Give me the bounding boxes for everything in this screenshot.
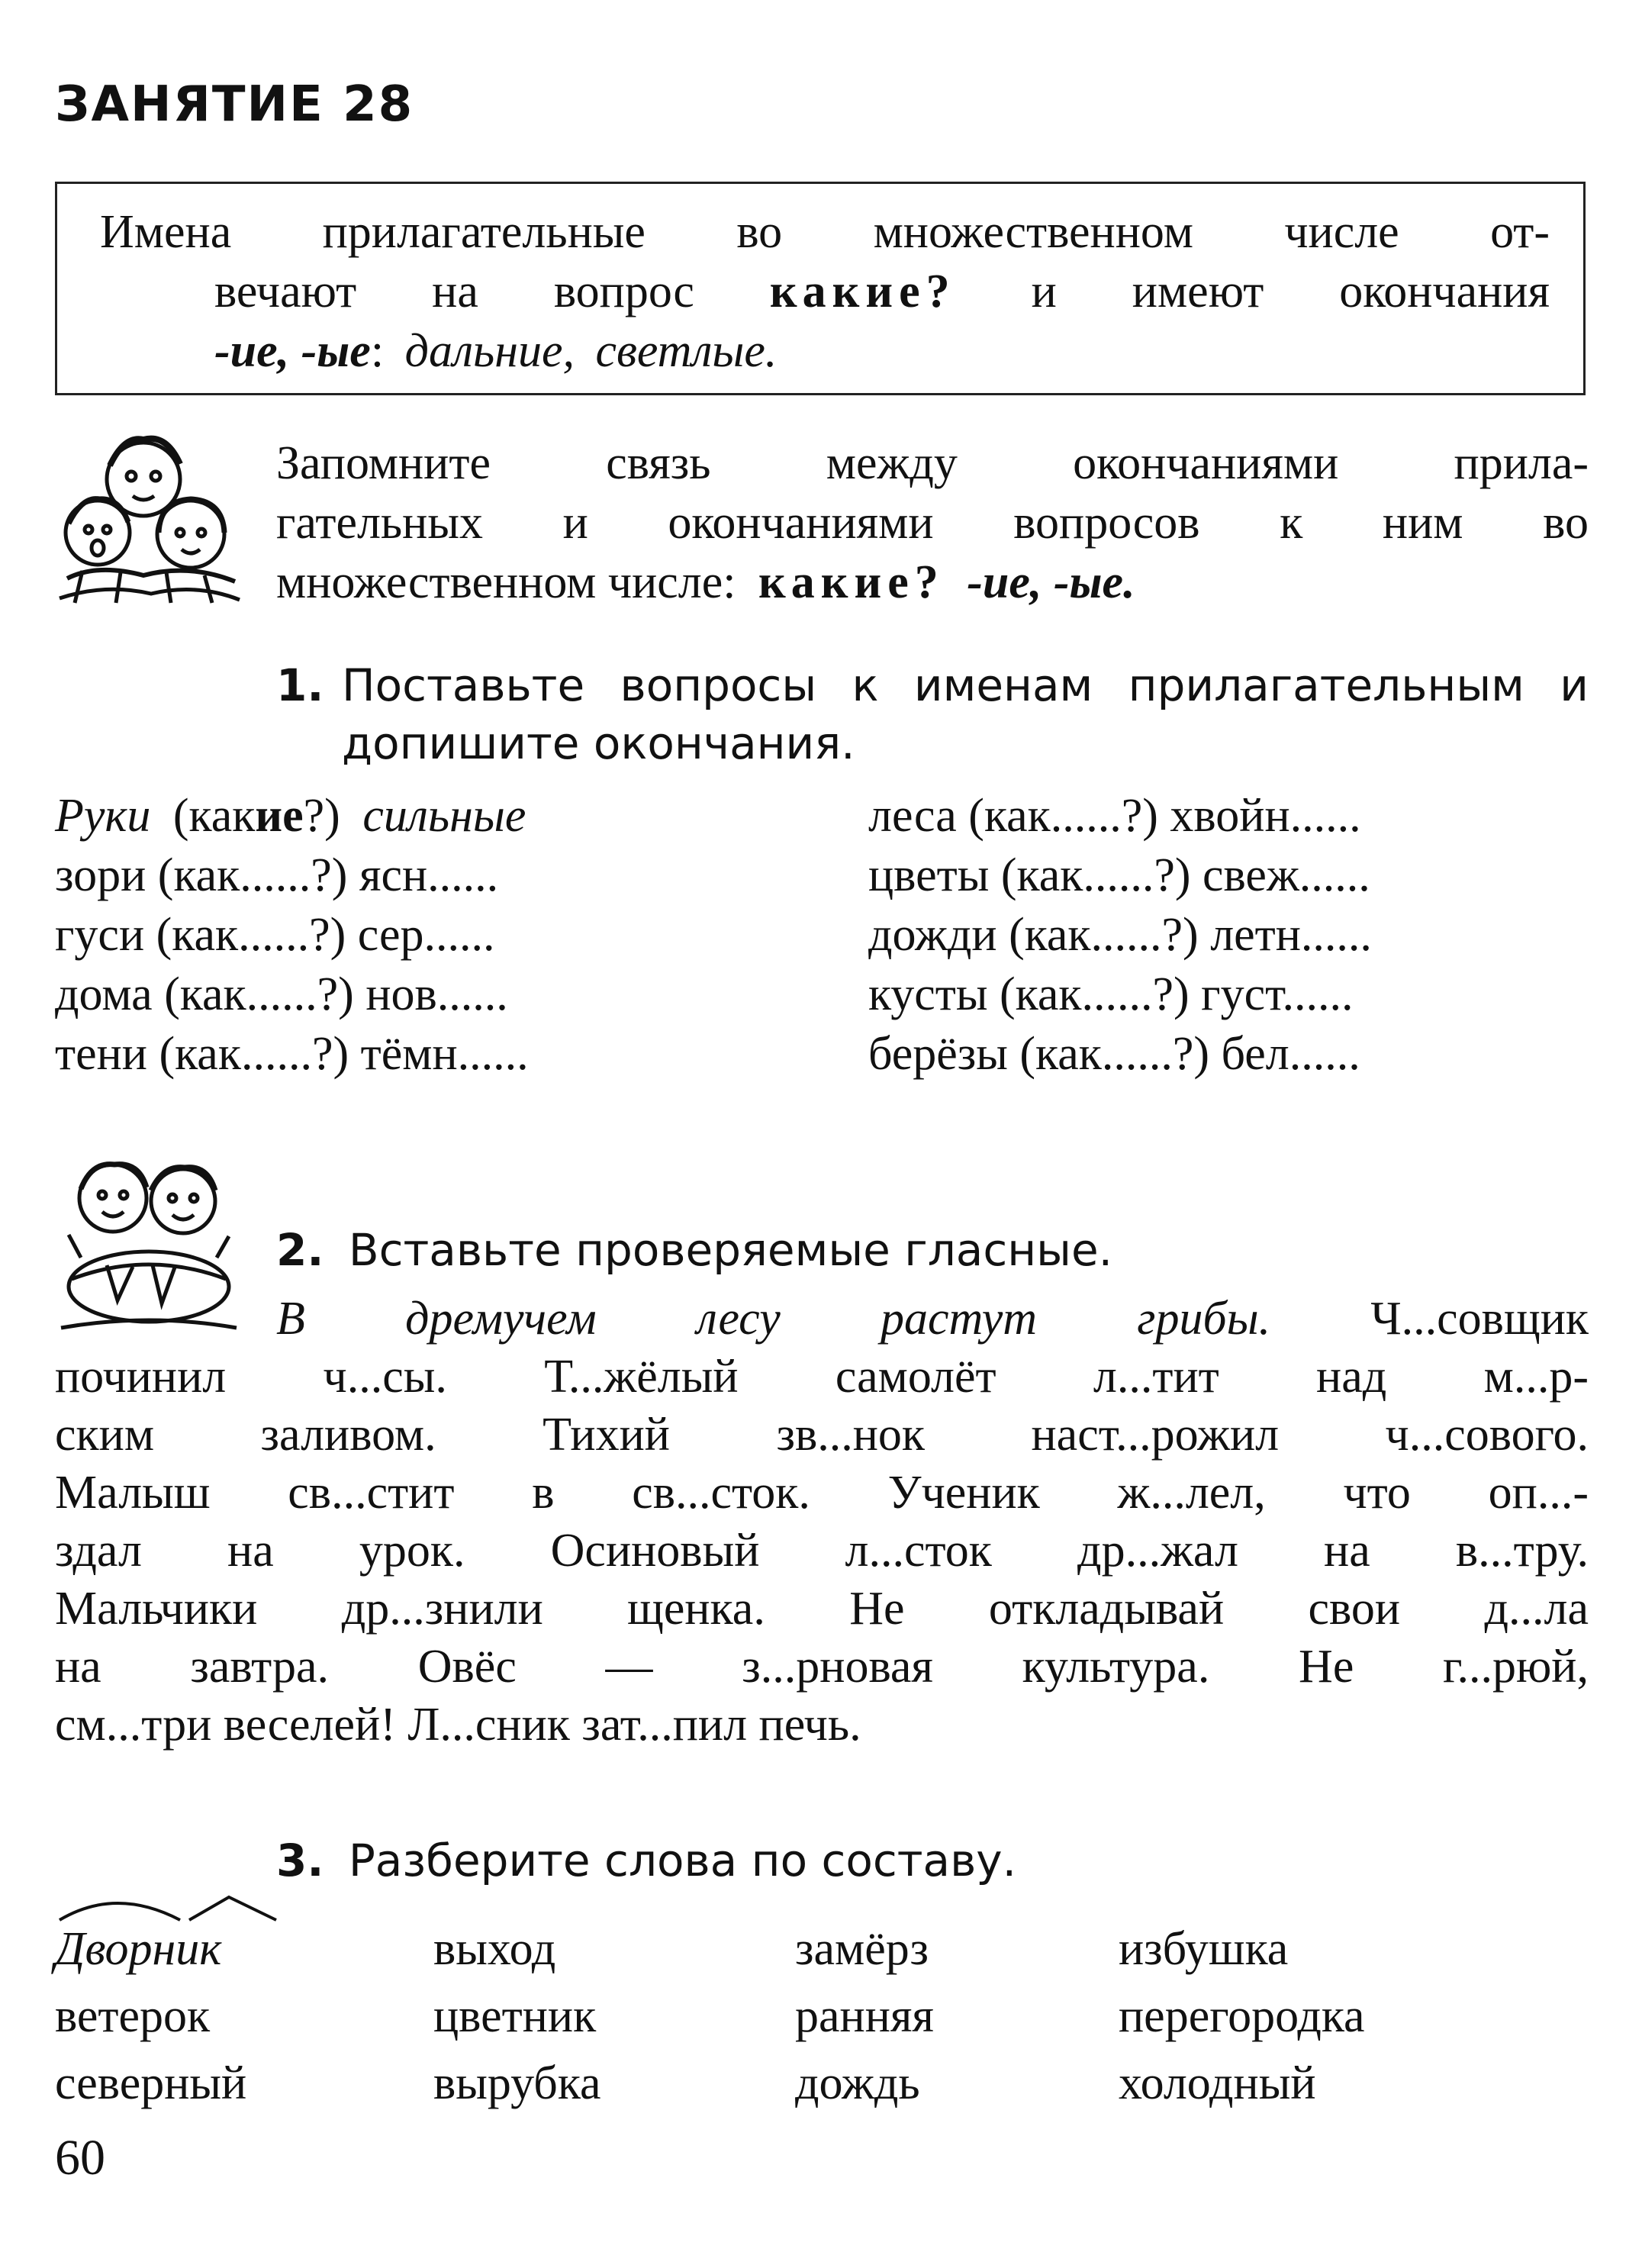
task3-instruction: Разберите слова по составу. bbox=[348, 1835, 1017, 1886]
rule-text-b: и имеют окончания bbox=[1031, 266, 1550, 317]
task3-word: дождь bbox=[795, 2057, 920, 2109]
task1-number: 1. bbox=[276, 659, 324, 711]
task3-word: выход bbox=[433, 1923, 556, 1975]
task1-left-row: дома (как......?) нов...... bbox=[55, 968, 508, 1020]
task3-word: избушка bbox=[1119, 1923, 1289, 1975]
task1-right-row: цветы (как......?) свеж...... bbox=[868, 849, 1370, 901]
rule-box bbox=[55, 182, 1586, 395]
rule-question: какие? bbox=[769, 266, 956, 317]
task3-word: ветерок bbox=[55, 1990, 211, 2042]
rule-endings: -ие, -ые bbox=[214, 325, 371, 377]
task1-instruction-line-2: допишите окончания. bbox=[342, 717, 855, 769]
task3-word: замёрз bbox=[795, 1923, 929, 1975]
task2-header bbox=[276, 1221, 1112, 1279]
task1-left-row: тени (как......?) тёмн...... bbox=[55, 1028, 529, 1080]
task2-line-1 bbox=[276, 1290, 1589, 1348]
rule-text-a: вечают на вопрос bbox=[214, 266, 694, 317]
lesson-title: ЗАНЯТИЕ 28 bbox=[55, 76, 414, 133]
task3-word: цветник bbox=[433, 1990, 597, 2042]
rule-example-2: светлые. bbox=[595, 325, 778, 377]
task3-number: 3. bbox=[276, 1835, 324, 1886]
task1-right-row: леса (как......?) хвойн...... bbox=[868, 790, 1361, 842]
task1-left-row: зори (как......?) ясн...... bbox=[55, 849, 499, 901]
task1-left-column bbox=[55, 786, 529, 1084]
remember-question: какие? bbox=[758, 556, 945, 608]
task2-text: Ч...совщик bbox=[1370, 1293, 1589, 1345]
remember-line-2: гательных и окончаниями вопросов к ним во bbox=[276, 497, 1589, 549]
children-group-illustration bbox=[52, 426, 243, 609]
example-question-ending: ие bbox=[255, 790, 304, 842]
task2-line: на завтра. Овёс — з...рновая культура. Не г...рюй, bbox=[55, 1641, 1589, 1693]
task2-line: Мальчики др...знили щенка. Не откладывай свои д...ла bbox=[55, 1583, 1589, 1635]
task3-word: перегородка bbox=[1119, 1990, 1365, 2042]
task3-header bbox=[276, 1831, 1016, 1889]
task2-example: В дремучем лесу растут грибы. bbox=[276, 1293, 1271, 1345]
task2-line: здал на урок. Осиновый л...сток др...жал на в...тру. bbox=[55, 1525, 1589, 1577]
task2-number: 2. bbox=[276, 1224, 324, 1276]
task3-word: северный bbox=[55, 2057, 247, 2109]
rule-example-1: дальние, bbox=[404, 325, 575, 377]
rule-line-1-text: Имена прилагательные во множественном числе от- bbox=[100, 206, 1550, 258]
task2-instruction: Вставьте проверяемые гласные. bbox=[348, 1224, 1113, 1276]
example-question-close: ?) bbox=[303, 790, 340, 842]
task1-right-row: берёзы (как......?) бел...... bbox=[868, 1028, 1360, 1080]
rule-colon: : bbox=[370, 325, 385, 377]
task1-right-row: кусты (как......?) густ...... bbox=[868, 968, 1354, 1020]
task2-line: ским заливом. Тихий зв...нок наст...рожил ч...сового. bbox=[55, 1409, 1589, 1461]
task2-line: починил ч...сы. Т...жёлый самолёт л...тит над м...р- bbox=[55, 1351, 1589, 1403]
rule-line-1 bbox=[100, 202, 1550, 262]
children-bowl-illustration bbox=[53, 1151, 244, 1334]
task2-line: Малыш св...стит в св...сток. Ученик ж...лел, что оп...- bbox=[55, 1467, 1589, 1519]
task3-word-example: Дворник bbox=[55, 1923, 222, 1975]
example-noun: Руки bbox=[55, 790, 151, 842]
task3-word: холодный bbox=[1119, 2057, 1316, 2109]
task1-right-column bbox=[868, 786, 1372, 1084]
remember-text: множественном числе: bbox=[276, 556, 736, 608]
rule-line-3 bbox=[214, 321, 777, 381]
task2-line: см...три веселей! Л...сник зат...пил печь. bbox=[55, 1699, 861, 1751]
remember-line-1: Запомните связь между окончаниями прила- bbox=[276, 437, 1589, 489]
task1-instruction-line-1: Поставьте вопросы к именам прилагательным и bbox=[342, 659, 1589, 711]
example-question-open: (как bbox=[172, 790, 256, 842]
remember-endings: -ие, -ые. bbox=[967, 556, 1135, 608]
remember-line-3 bbox=[276, 553, 1589, 612]
page-number: 60 bbox=[55, 2130, 105, 2186]
rule-line-2 bbox=[214, 262, 1550, 321]
example-adjective: сильные bbox=[362, 790, 526, 842]
task1-left-row: гуси (как......?) сер...... bbox=[55, 909, 495, 961]
task1-right-row: дожди (как......?) летн...... bbox=[868, 909, 1372, 961]
task1-example-row bbox=[55, 786, 529, 846]
task3-word: ранняя bbox=[795, 1990, 934, 2042]
task3-word: вырубка bbox=[433, 2057, 601, 2109]
